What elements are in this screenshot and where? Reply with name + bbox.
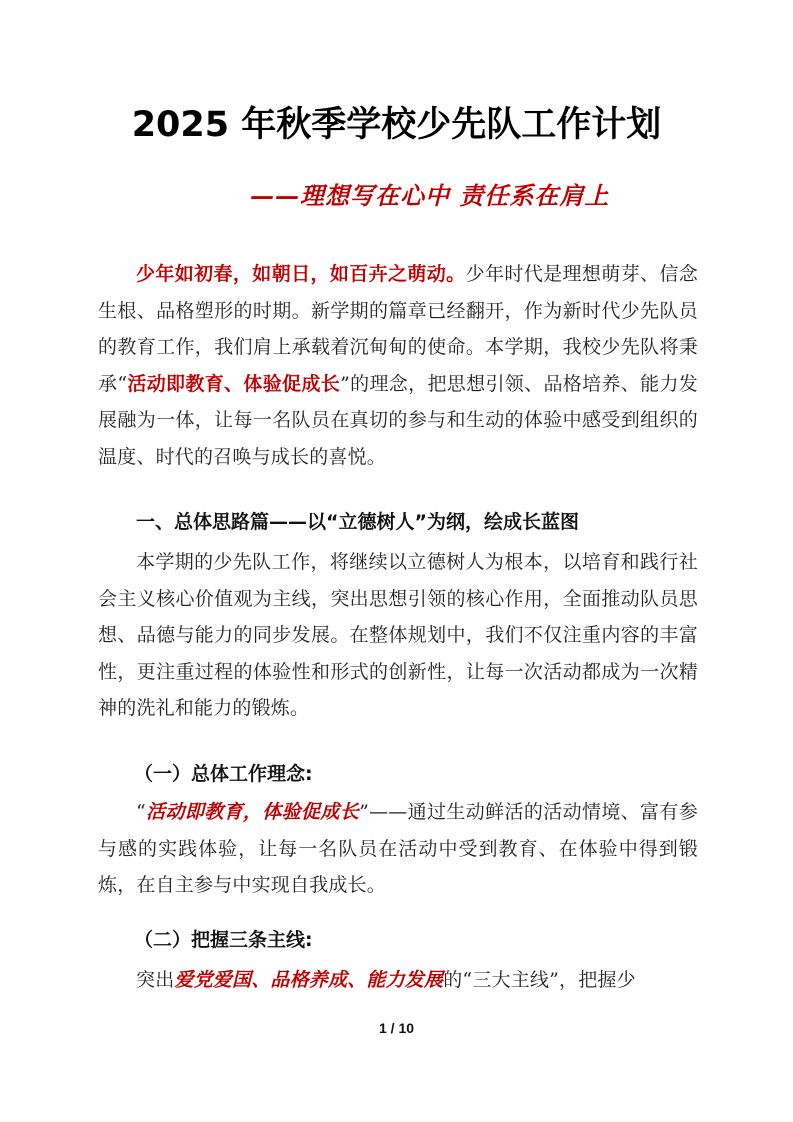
page-number: 1 / 10 xyxy=(378,1020,415,1036)
section-heading-1: 一、总体思路篇——以“立德树人”为纲，绘成长蓝图 xyxy=(136,511,579,533)
subsection-1-highlight: 活动即教育，体验促成长 xyxy=(145,801,360,823)
subsection-heading-2: （二）把握三条主线: xyxy=(134,929,313,951)
intro-paragraph xyxy=(98,256,698,476)
subsection-1-paragraph xyxy=(98,794,698,904)
subsection-2-highlight: 爱党爱国、品格养成、能力发展 xyxy=(174,969,444,991)
subsection-1-text: ”——通过生动鲜活的活动情境、富有参与感的实践体验，让每一名队员在活动中受到教育、在体验中得到锻炼，在自主参与中实现自我成长。 xyxy=(98,801,698,897)
intro-text-1: 少年时代是理想萌芽、信念生根、品格塑形的时期。新学期的篇章已经翻开，作为新时代少先队员的教育工作，我们肩上承载着沉甸甸的使命。本学期，我校少先队将秉承“ xyxy=(98,263,699,395)
subsection-heading-1: （一）总体工作理念: xyxy=(134,763,313,785)
intro-lead: 少年如初春，如朝日，如百卉之萌动。 xyxy=(136,263,466,285)
subsection-2-paragraph xyxy=(98,962,698,999)
page-title: 2025 年秋季学校少先队工作计划 xyxy=(131,105,662,145)
subsection-2-prefix: 突出 xyxy=(136,969,175,991)
subsection-2-suffix: 的“三大主线”，把握少 xyxy=(443,969,636,991)
section-1-paragraph: 本学期的少先队工作，将继续以立德树人为根本，以培育和践行社会主义核心价值观为主线，突出思想引领的核心作用，全面推动队员思想、品德与能力的同步发展。在整体规划中，我们不仅注重内容的丰富性，更注重过程的体验性和形式的创新性，让每一次活动都成为一次精神的洗礼和能力的锻炼。 xyxy=(98,551,698,720)
intro-text-2: ”的理念，把思想引领、品格培养、能力发展融为一体，让每一名队员在真切的参与和生动的体验中感受到组织的温度、时代的召唤与成长的喜悦。 xyxy=(98,372,698,468)
quote-open: “ xyxy=(136,801,146,823)
intro-highlight: 活动即教育、体验促成长 xyxy=(127,372,341,395)
page-subtitle: ——理想写在心中 责任系在肩上 xyxy=(250,181,610,210)
